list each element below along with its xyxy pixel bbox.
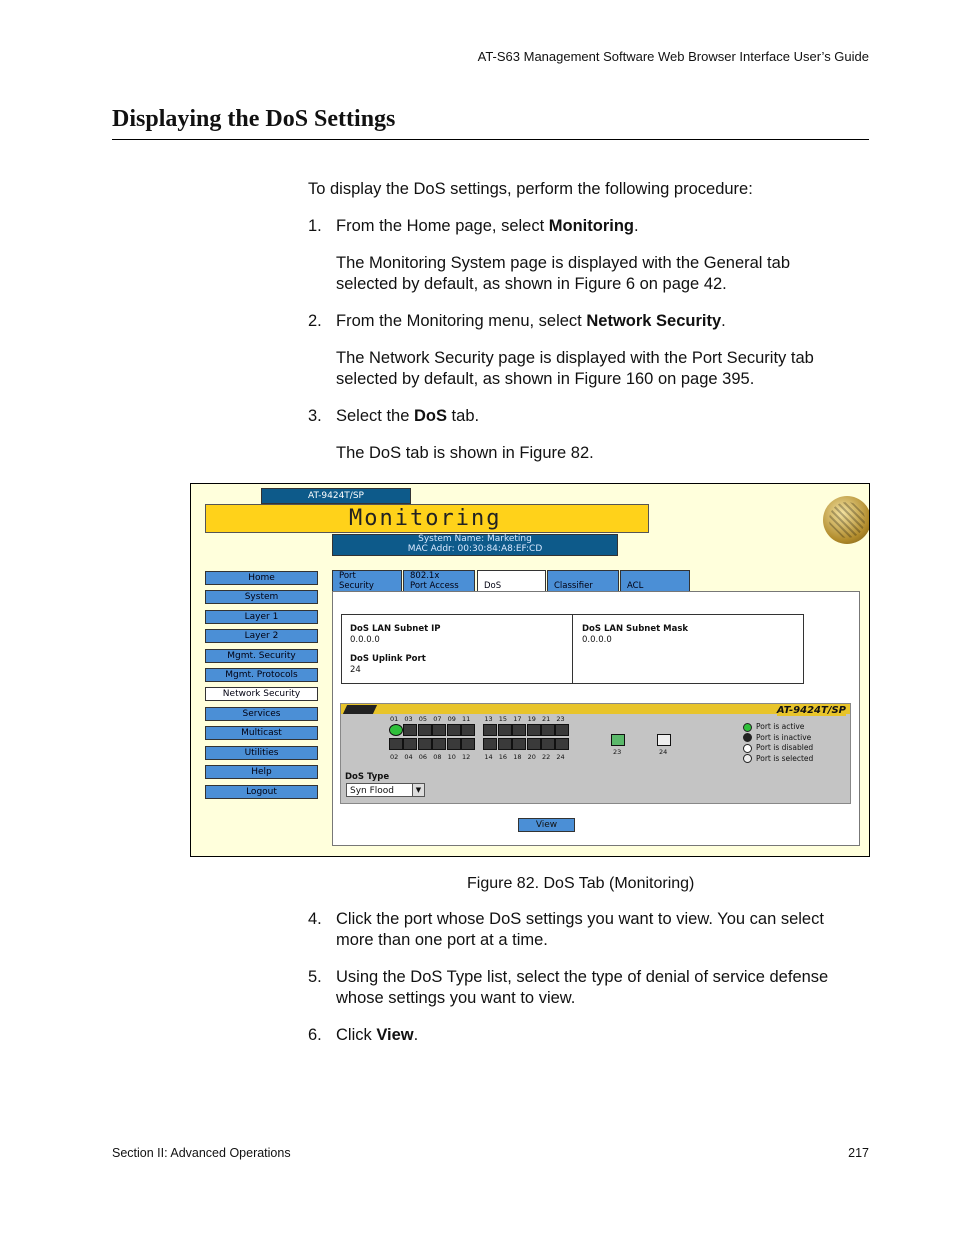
step-1-note-line: selected by default, as shown in Figure 6 on page 42. — [336, 275, 727, 293]
port-number-label: 04 — [404, 753, 413, 761]
legend-label: Port is disabled — [756, 743, 814, 752]
tab-label: Port Access — [410, 581, 459, 591]
nav-mgmt-security-button[interactable]: Mgmt. Security — [205, 649, 318, 663]
section-title: Displaying the DoS Settings — [112, 106, 396, 132]
uplink-port-value: 24 — [350, 665, 361, 675]
mac-address: MAC Addr: 00:30:84:A8:EF:CD — [407, 543, 543, 554]
step-number: 5. — [308, 968, 322, 986]
page-number: 217 — [848, 1146, 869, 1160]
system-info — [332, 534, 618, 556]
step-4-line: Click the port whose DoS settings you want to view. You can select — [336, 910, 824, 928]
footer-section: Section II: Advanced Operations — [112, 1146, 291, 1160]
status-dot-icon — [743, 744, 752, 753]
nav-logout-button[interactable]: Logout — [205, 785, 318, 799]
nav-layer2-button[interactable]: Layer 2 — [205, 629, 318, 643]
switch-port[interactable] — [461, 738, 475, 750]
switch-port[interactable] — [418, 724, 432, 736]
port-number-label: 19 — [527, 715, 536, 723]
switch-port[interactable] — [447, 738, 461, 750]
port-number-label: 09 — [447, 715, 456, 723]
legend-item — [743, 743, 813, 753]
nav-utilities-button[interactable]: Utilities — [205, 746, 318, 760]
intro-text: To display the DoS settings, perform the following procedure: — [308, 180, 753, 198]
tab-port-access[interactable] — [403, 570, 475, 591]
uplink-port-label: DoS Uplink Port — [350, 654, 426, 664]
switch-port[interactable] — [461, 724, 475, 736]
port-number-label: 02 — [390, 753, 399, 761]
switch-port[interactable] — [527, 724, 541, 736]
switch-port[interactable] — [512, 738, 526, 750]
port-number-label: 13 — [484, 715, 493, 723]
legend-item — [743, 733, 811, 743]
monitoring-banner — [205, 504, 649, 533]
switch-port[interactable] — [527, 738, 541, 750]
switch-port[interactable] — [483, 738, 497, 750]
switch-port[interactable] — [555, 738, 569, 750]
step-number: 1. — [308, 217, 322, 235]
globe-logo-icon — [823, 496, 870, 544]
switch-port[interactable] — [418, 738, 432, 750]
brand-logo-icon — [343, 705, 377, 714]
view-button[interactable]: View — [518, 818, 575, 832]
port-number-label: 01 — [390, 715, 399, 723]
status-dot-icon — [743, 754, 752, 763]
step-number: 4. — [308, 910, 322, 928]
tab-label: Security — [339, 581, 374, 591]
step-number: 6. — [308, 1026, 322, 1044]
subnet-mask-label: DoS LAN Subnet Mask — [582, 624, 689, 634]
subnet-mask-value: 0.0.0.0 — [582, 635, 612, 645]
nav-mgmt-protocols-button[interactable]: Mgmt. Protocols — [205, 668, 318, 682]
nav-home-button[interactable]: Home — [205, 571, 318, 585]
switch-port[interactable] — [432, 738, 446, 750]
tab-classifier[interactable]: Classifier — [547, 570, 619, 591]
switch-port[interactable] — [432, 724, 446, 736]
tab-dos[interactable]: DoS — [477, 570, 546, 593]
step-3: Select the DoS tab. — [336, 407, 480, 425]
running-header: AT-S63 Management Software Web Browser Interface User’s Guide — [477, 49, 869, 64]
port-number-label: 08 — [433, 753, 442, 761]
nav-layer1-button[interactable]: Layer 1 — [205, 610, 318, 624]
nav-services-button[interactable]: Services — [205, 707, 318, 721]
step-number: 3. — [308, 407, 322, 425]
port-number-label: 06 — [418, 753, 428, 761]
port-number-label: 03 — [404, 715, 413, 723]
banner-title: Monitoring — [349, 506, 502, 531]
step-1: From the Home page, select Monitoring. — [336, 217, 639, 235]
status-dot-icon — [743, 723, 752, 732]
nav-help-button[interactable]: Help — [205, 765, 318, 779]
step-2: From the Monitoring menu, select Network Security. — [336, 312, 726, 330]
switch-port[interactable] — [403, 724, 417, 736]
legend-label: Port is active — [756, 722, 805, 731]
figure-caption: Figure 82. DoS Tab (Monitoring) — [467, 875, 695, 892]
dos-tab-screenshot — [190, 483, 870, 857]
nav-network-security-button[interactable]: Network Security — [205, 687, 318, 701]
switch-port[interactable] — [541, 738, 555, 750]
port-number-label: 05 — [418, 715, 428, 723]
switch-port[interactable] — [498, 738, 512, 750]
port-number-label: 17 — [513, 715, 522, 723]
uplink-port-number: 23 — [613, 748, 622, 756]
port-number-label: 21 — [542, 715, 551, 723]
step-3-note: The DoS tab is shown in Figure 82. — [336, 444, 594, 462]
step-4-line: more than one port at a time. — [336, 931, 548, 949]
port-number-label: 10 — [447, 753, 456, 761]
tab-port-security[interactable] — [332, 570, 402, 591]
title-rule — [112, 139, 869, 140]
port-number-label: 07 — [433, 715, 442, 723]
switch-port[interactable] — [447, 724, 461, 736]
legend-item — [743, 722, 804, 732]
legend-label: Port is selected — [756, 753, 814, 763]
port-number-label: 22 — [542, 753, 551, 761]
switch-port[interactable] — [389, 738, 403, 750]
port-number-label: 18 — [513, 753, 522, 761]
legend-item — [743, 754, 813, 764]
port-number-label: 12 — [462, 753, 471, 761]
step-2-note-line: The Network Security page is displayed with the Port Security tab — [336, 349, 814, 367]
nav-system-button[interactable]: System — [205, 590, 318, 604]
switch-model: AT-9424T/SP — [776, 705, 846, 716]
port-number-label: 15 — [498, 715, 508, 723]
switch-port[interactable] — [389, 724, 403, 736]
step-2-note-line: selected by default, as shown in Figure 160 on page 395. — [336, 370, 755, 388]
step-5-line: Using the DoS Type list, select the type of denial of service defense — [336, 968, 829, 986]
nav-multicast-button[interactable]: Multicast — [205, 726, 318, 740]
status-dot-icon — [743, 733, 752, 742]
dos-settings-box — [341, 614, 804, 684]
switch-port[interactable] — [483, 724, 497, 736]
step-6: Click View. — [336, 1026, 419, 1044]
port-number-label: 24 — [556, 753, 565, 761]
subnet-ip-value: 0.0.0.0 — [350, 635, 380, 645]
port-number-label: 16 — [498, 753, 508, 761]
uplink-port[interactable] — [657, 734, 671, 746]
chevron-down-icon: ▼ — [412, 784, 424, 796]
dos-type-value: Syn Flood — [350, 786, 395, 796]
faceplate-strip — [341, 704, 850, 714]
subnet-ip-label: DoS LAN Subnet IP — [350, 624, 441, 634]
switch-port[interactable] — [403, 738, 417, 750]
info-divider — [572, 615, 573, 683]
switch-port[interactable] — [541, 724, 555, 736]
switch-port[interactable] — [498, 724, 512, 736]
port-number-label: 14 — [484, 753, 493, 761]
port-number-label: 11 — [462, 715, 471, 723]
system-name: System Name: Marketing — [418, 534, 532, 544]
tab-label: Port — [339, 571, 356, 581]
step-number: 2. — [308, 312, 322, 330]
switch-port[interactable] — [555, 724, 569, 736]
uplink-port[interactable] — [611, 734, 625, 746]
port-number-label: 20 — [527, 753, 536, 761]
step-5-line: whose settings you want to view. — [336, 989, 576, 1007]
model-tab: AT-9424T/SP — [261, 488, 411, 504]
tab-acl[interactable]: ACL — [620, 570, 690, 591]
port-number-label: 23 — [556, 715, 565, 723]
switch-port[interactable] — [512, 724, 526, 736]
tab-label: 802.1x — [410, 571, 440, 581]
legend-label: Port is inactive — [756, 732, 812, 742]
dos-type-label: DoS Type — [345, 772, 390, 782]
step-1-note-line: The Monitoring System page is displayed with the General tab — [336, 254, 790, 272]
uplink-port-number: 24 — [659, 748, 668, 756]
dos-type-select[interactable] — [346, 783, 425, 797]
